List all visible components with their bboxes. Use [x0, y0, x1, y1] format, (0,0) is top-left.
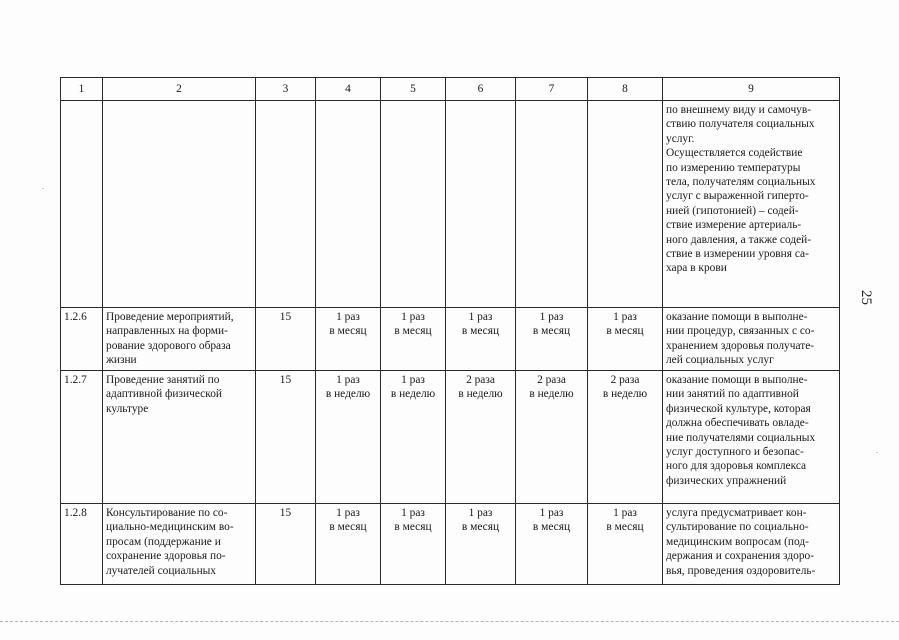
- frequency-cell: [381, 371, 446, 504]
- frequency-cell: [381, 308, 446, 371]
- frequency-cell: [316, 504, 381, 585]
- frequency-period: в месяц: [394, 521, 432, 534]
- description-line: ного для здоровья комплекса: [666, 460, 807, 473]
- row-number-cell: [61, 101, 103, 308]
- description-line: держания и сохранения здоро-: [666, 550, 815, 563]
- description-line: ствие в измерении уровня са-: [666, 248, 809, 261]
- description-line: нии процедур, связанных с со-: [666, 325, 815, 338]
- description-line: нией (гипотонией) – содей-: [666, 204, 799, 217]
- frequency-cell: [516, 371, 588, 504]
- frequency-value: 1 раз: [613, 311, 637, 323]
- service-name-cell: [103, 371, 256, 504]
- service-name-line: просам (поддержание и: [106, 535, 221, 548]
- service-name-line: жизни: [106, 354, 137, 367]
- row-number-cell: 1.2.7: [61, 371, 103, 504]
- frequency-cell: [516, 308, 588, 371]
- volume-cell: 15: [256, 504, 316, 585]
- frequency-cell: [446, 308, 516, 371]
- service-name-line: сохранение здоровья по-: [106, 550, 226, 563]
- table-row: [61, 308, 840, 371]
- frequency-value: 1 раз: [336, 374, 360, 386]
- service-name-line: адаптивной физической: [106, 388, 222, 401]
- service-name-line: Проведение мероприятий,: [106, 311, 234, 323]
- description-line: услуг доступного и безопас-: [666, 446, 804, 459]
- frequency-value: 1 раз: [401, 311, 425, 323]
- frequency-period: в неделю: [325, 388, 371, 401]
- frequency-cell: [381, 504, 446, 585]
- frequency-period: в неделю: [390, 388, 436, 401]
- description-line: физических упражнений: [666, 474, 787, 487]
- frequency-period: в месяц: [532, 325, 571, 338]
- frequency-value: 1 раз: [613, 507, 637, 519]
- header-cell: 3: [256, 78, 316, 101]
- scan-speck: [876, 452, 878, 453]
- frequency-value: 1 раз: [539, 311, 564, 323]
- service-name-line: циально-медицинским во-: [106, 521, 234, 534]
- table-cell: [446, 101, 516, 308]
- service-name-line: культуре: [106, 402, 149, 415]
- service-name-cell: [103, 101, 256, 308]
- table-row: [61, 504, 840, 585]
- table-cell: [588, 101, 663, 308]
- frequency-value: 1 раз: [401, 507, 425, 519]
- frequency-period: в неделю: [602, 388, 648, 401]
- frequency-cell: [316, 308, 381, 371]
- page-number: 25: [858, 290, 874, 305]
- volume-cell: 15: [256, 371, 316, 504]
- description-line: вья, проведения оздоровитель-: [666, 564, 816, 577]
- frequency-period: в месяц: [532, 521, 571, 534]
- header-cell: 2: [103, 78, 256, 101]
- description-line: физической культуре, которая: [666, 402, 811, 415]
- frequency-value: 1 раз: [539, 507, 564, 519]
- description-line: нии занятий по адаптивной: [666, 388, 799, 401]
- description-line: сультирование по социально-: [666, 521, 809, 534]
- frequency-value: 1 раз: [336, 507, 360, 519]
- frequency-cell: [516, 504, 588, 585]
- frequency-period: в месяц: [394, 325, 432, 338]
- row-number-cell: 1.2.6: [61, 308, 103, 371]
- frequency-value: 1 раз: [401, 374, 425, 386]
- frequency-period: в месяц: [329, 325, 367, 338]
- header-cell: 7: [516, 78, 588, 101]
- description-line: хранением здоровья получате-: [666, 339, 815, 352]
- description-line: ного давления, а также содей-: [666, 233, 812, 246]
- volume-cell: 15: [256, 308, 316, 371]
- frequency-period: в месяц: [461, 521, 500, 534]
- description-line: тела, получателям социальных: [666, 176, 816, 189]
- service-name-line: направленных на форми-: [106, 325, 228, 338]
- table-cell: [516, 101, 588, 308]
- frequency-cell: [588, 504, 663, 585]
- table-cell: [256, 101, 316, 308]
- table-row-continuation: [61, 101, 840, 308]
- service-name-line: лучателей социальных: [106, 564, 217, 577]
- description-line: по измерению температуры: [666, 161, 801, 174]
- frequency-cell: [588, 308, 663, 371]
- services-table: [60, 77, 840, 585]
- description-cell: [663, 504, 840, 585]
- frequency-period: в месяц: [329, 521, 367, 534]
- service-name-cell: [103, 504, 256, 585]
- frequency-value: 1 раз: [336, 311, 360, 323]
- description-line: оказание помощи в выполне-: [666, 311, 808, 323]
- description-line: лей социальных услуг: [666, 354, 774, 367]
- header-cell: 5: [381, 78, 446, 101]
- frequency-cell: [588, 371, 663, 504]
- description-line: ние получателями социальных: [666, 431, 816, 444]
- description-line: услуг.: [666, 132, 695, 145]
- frequency-value: 2 раза: [466, 374, 495, 386]
- frequency-value: 1 раз: [468, 311, 493, 323]
- header-cell: 4: [316, 78, 381, 101]
- frequency-period: в месяц: [606, 325, 644, 338]
- service-name-line: рование здорового образа: [106, 339, 231, 352]
- header-cell: 9: [663, 78, 840, 101]
- frequency-period: в неделю: [458, 388, 503, 401]
- service-name-cell: [103, 308, 256, 371]
- description-line: Осуществляется содействие: [666, 147, 803, 160]
- frequency-value: 2 раза: [610, 374, 640, 386]
- description-line: ствие измерение артериаль-: [666, 219, 802, 232]
- description-cell: [663, 371, 840, 504]
- frequency-cell: [446, 371, 516, 504]
- description-line: по внешнему виду и самочув-: [666, 104, 812, 116]
- table-cell: [381, 101, 446, 308]
- table-header-row: [61, 78, 840, 101]
- frequency-value: 1 раз: [468, 507, 493, 519]
- frequency-value: 2 раза: [537, 374, 566, 386]
- header-cell: 6: [446, 78, 516, 101]
- description-line: оказание помощи в выполне-: [666, 374, 808, 386]
- service-name-line: Консультирование по со-: [106, 507, 228, 519]
- description-line: должна обеспечивать овладе-: [666, 417, 809, 430]
- service-name-line: Проведение занятий по: [106, 374, 220, 386]
- frequency-period: в неделю: [529, 388, 574, 401]
- description-cell: [663, 308, 840, 371]
- row-number-cell: 1.2.8: [61, 504, 103, 585]
- description-line: хара в крови: [666, 262, 727, 275]
- header-cell: 1: [61, 78, 103, 101]
- frequency-period: в месяц: [606, 521, 644, 534]
- frequency-cell: [316, 371, 381, 504]
- description-line: ствию получателя социальных: [666, 118, 815, 131]
- description-line: услуг с выраженной гиперто-: [666, 190, 809, 203]
- description-line: услуга предусматривает кон-: [666, 507, 807, 519]
- table-cell: [316, 101, 381, 308]
- frequency-period: в месяц: [461, 325, 500, 338]
- description-line: медицинским вопросам (под-: [666, 535, 809, 548]
- scan-speck: [42, 188, 44, 189]
- page-bottom-divider: [0, 621, 899, 622]
- description-cell: [663, 101, 840, 308]
- table-row: [61, 371, 840, 504]
- frequency-cell: [446, 504, 516, 585]
- header-cell: 8: [588, 78, 663, 101]
